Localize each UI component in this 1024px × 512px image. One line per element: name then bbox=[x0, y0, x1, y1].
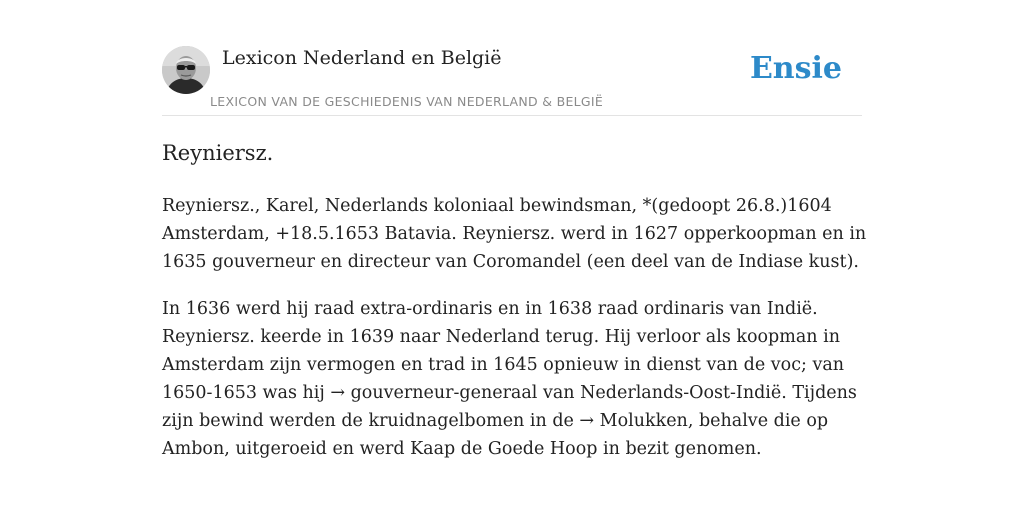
lexicon-name[interactable]: Lexicon Nederland en België bbox=[222, 47, 502, 69]
avatar-portrait-image bbox=[162, 46, 210, 94]
article-body bbox=[162, 192, 867, 482]
author-avatar[interactable] bbox=[162, 46, 210, 94]
article-line: Ambon, uitgeroeid en werd Kaap de Goede Hoop in bezit genomen. bbox=[162, 439, 762, 459]
article-line: Amsterdam, +18.5.1653 Batavia. Reyniersz. werd in 1627 opperkoopman en in bbox=[162, 224, 867, 244]
article-line: 1650-1653 was hij → gouverneur-generaal van Nederlands-Oost-Indië. Tijdens bbox=[162, 383, 857, 403]
article-line: In 1636 werd hij raad extra-ordinaris en in 1638 raad ordinaris van Indië. bbox=[162, 299, 818, 319]
article-paragraph-1 bbox=[162, 192, 867, 276]
article-paragraph-2 bbox=[162, 295, 862, 463]
lexicon-subtitle: LEXICON VAN DE GESCHIEDENIS VAN NEDERLAND & BELGIË bbox=[210, 94, 604, 109]
article-line: zijn bewind werden de kruidnagelbomen in de → Molukken, behalve die op bbox=[162, 411, 829, 431]
article-line: 1635 gouverneur en directeur van Coromandel (een deel van de Indiase kust). bbox=[162, 252, 859, 272]
article-line: Amsterdam zijn vermogen en trad in 1645 opnieuw in dienst van de voc; van bbox=[162, 355, 845, 375]
ensie-logo-link[interactable]: Ensie bbox=[749, 51, 842, 86]
header-divider bbox=[162, 115, 862, 116]
article-title: Reyniersz. bbox=[162, 141, 274, 165]
lexicon-header bbox=[162, 46, 862, 116]
article-line: Reyniersz. keerde in 1639 naar Nederland terug. Hij verloor als koopman in bbox=[162, 327, 840, 347]
article-line: Reyniersz., Karel, Nederlands koloniaal bewindsman, *(gedoopt 26.8.)1604 bbox=[162, 196, 832, 216]
